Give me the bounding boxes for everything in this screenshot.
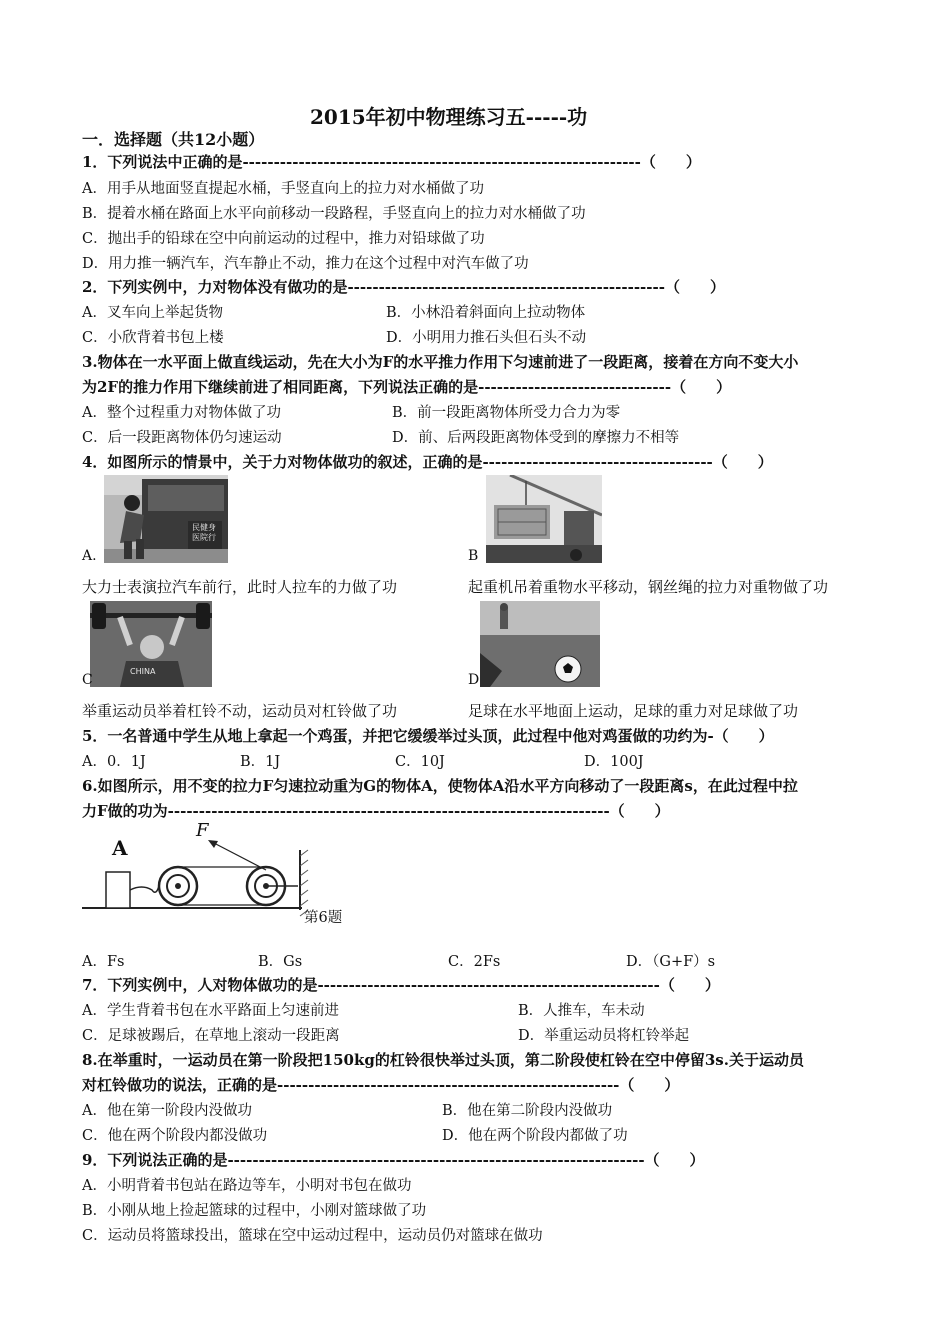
question-1-option-c: C．抛出手的铅球在空中向前运动的过程中，推力对铅球做了功	[82, 231, 485, 247]
question-4-caption-b: 起重机吊着重物水平移动，钢丝绳的拉力对重物做了功	[468, 578, 829, 596]
question-6-option-d: D．（G+F）s	[626, 954, 716, 970]
photo-strongman-truck	[104, 475, 228, 563]
question-7-option-b: B．人推车，车未动	[518, 1003, 645, 1019]
question-6-option-c: C．2Fs	[448, 954, 501, 970]
question-8-option-a: A．他在第一阶段内没做功	[82, 1103, 252, 1119]
question-7-stem: 7．下列实例中，人对物体做功的是-------------------------------------------------------（ ）	[82, 976, 720, 994]
question-3-option-a: A．整个过程重力对物体做了功	[82, 405, 281, 421]
question-4-label-b: B	[468, 548, 479, 564]
question-4-label-c: C	[82, 672, 93, 688]
question-2-option-a: A．叉车向上举起货物	[82, 305, 223, 321]
question-5-option-d: D．100J	[584, 754, 644, 770]
question-6-stem-line1: 6.如图所示，用不变的拉力F匀速拉动重为G的物体A，使物体A沿水平方向移动了一段距离s，在此过程中拉	[82, 777, 798, 795]
question-2-option-b: B．小林沿着斜面向上拉动物体	[386, 305, 586, 321]
question-2-stem: 2．下列实例中，力对物体没有做功的是---------------------------------------------------（ ）	[82, 278, 725, 296]
photo-weightlifter	[90, 601, 212, 687]
question-6-stem-line2: 力F做的功为-----------------------------------------------------------------------（ ）	[82, 802, 670, 820]
question-5-option-a: A．0．1J	[82, 754, 146, 770]
question-3-stem-line2: 为2F的推力作用下继续前进了相同距离，下列说法正确的是-------------------------------（ ）	[82, 378, 732, 396]
weightlifter-shirt-lettering: CHINA	[130, 667, 156, 676]
question-3-option-b: B．前一段距离物体所受力合力为零	[392, 405, 621, 421]
page-title: 2015年初中物理练习五-----功	[310, 105, 588, 129]
question-7-option-a: A．学生背着书包在水平路面上匀速前进	[82, 1003, 339, 1019]
diagram-label-f: F	[196, 820, 209, 841]
truck-lettering: 民健身 医院行	[192, 523, 216, 542]
question-8-option-b: B．他在第二阶段内没做功	[442, 1103, 613, 1119]
question-9-option-c: C．运动员将篮球投出，篮球在空中运动过程中，运动员仍对篮球在做功	[82, 1228, 543, 1244]
question-4-stem: 4．如图所示的情景中，关于力对物体做功的叙述，正确的是-------------------------------------（ ）	[82, 453, 773, 471]
question-5-option-c: C．10J	[395, 754, 445, 770]
question-4-caption-a: 大力士表演拉汽车前行，此时人拉车的力做了功	[82, 578, 398, 596]
question-3-option-c: C．后一段距离物体仍匀速运动	[82, 430, 282, 446]
question-8-option-d: D．他在两个阶段内都做了功	[442, 1128, 628, 1144]
question-1-option-b: B．提着水桶在路面上水平向前移动一段路程，手竖直向上的拉力对水桶做了功	[82, 206, 586, 222]
question-4-caption-d: 足球在水平地面上运动，足球的重力对足球做了功	[468, 702, 799, 720]
question-1-stem: 1．下列说法中正确的是----------------------------------------------------------------（ ）	[82, 153, 701, 171]
question-7-option-d: D．举重运动员将杠铃举起	[518, 1028, 690, 1044]
question-2-option-d: D．小明用力推石头但石头不动	[386, 330, 587, 346]
diagram-label-a: A	[112, 836, 128, 860]
diagram-caption: 第6题	[304, 910, 343, 926]
question-8-stem-line1: 8.在举重时，一运动员在第一阶段把150kg的杠铃很快举过头顶，第二阶段使杠铃在空中停留3s.关于运动员	[82, 1051, 804, 1069]
question-4-label-a: A.	[82, 548, 97, 564]
question-1-option-a: A．用手从地面竖直提起水桶，手竖直向上的拉力对水桶做了功	[82, 181, 484, 197]
question-8-option-c: C．他在两个阶段内都没做功	[82, 1128, 268, 1144]
question-4-caption-c: 举重运动员举着杠铃不动，运动员对杠铃做了功	[82, 702, 398, 720]
question-9-option-b: B．小刚从地上捡起篮球的过程中，小刚对篮球做了功	[82, 1203, 427, 1219]
photo-football	[480, 601, 600, 687]
question-2-option-c: C．小欣背着书包上楼	[82, 330, 224, 346]
question-5-stem: 5．一名普通中学生从地上拿起一个鸡蛋，并把它缓缓举过头顶，此过程中他对鸡蛋做的功约为-（ ）	[82, 727, 774, 745]
photo-crane-load	[486, 475, 602, 563]
question-7-option-c: C．足球被踢后，在草地上滚动一段距离	[82, 1028, 340, 1044]
question-8-stem-line2: 对杠铃做功的说法，正确的是-------------------------------------------------------（ ）	[82, 1076, 680, 1094]
question-6-option-b: B．Gs	[258, 954, 303, 970]
question-6-option-a: A．Fs	[82, 954, 125, 970]
question-9-option-a: A．小明背着书包站在路边等车，小明对书包在做功	[82, 1178, 412, 1194]
section-heading: 一．选择题（共12小题）	[82, 130, 265, 149]
question-9-stem: 9．下列说法正确的是-------------------------------------------------------------------（ ）	[82, 1151, 705, 1169]
question-3-stem-line1: 3.物体在一水平面上做直线运动，先在大小为F的水平推力作用下匀速前进了一段距离，接着在方向不变大小	[82, 353, 799, 371]
question-1-option-d: D．用力推一辆汽车，汽车静止不动，推力在这个过程中对汽车做了功	[82, 256, 529, 272]
question-3-option-d: D．前、后两段距离物体受到的摩擦力不相等	[392, 430, 680, 446]
question-5-option-b: B．1J	[240, 754, 281, 770]
question-4-label-d: D	[468, 672, 480, 688]
